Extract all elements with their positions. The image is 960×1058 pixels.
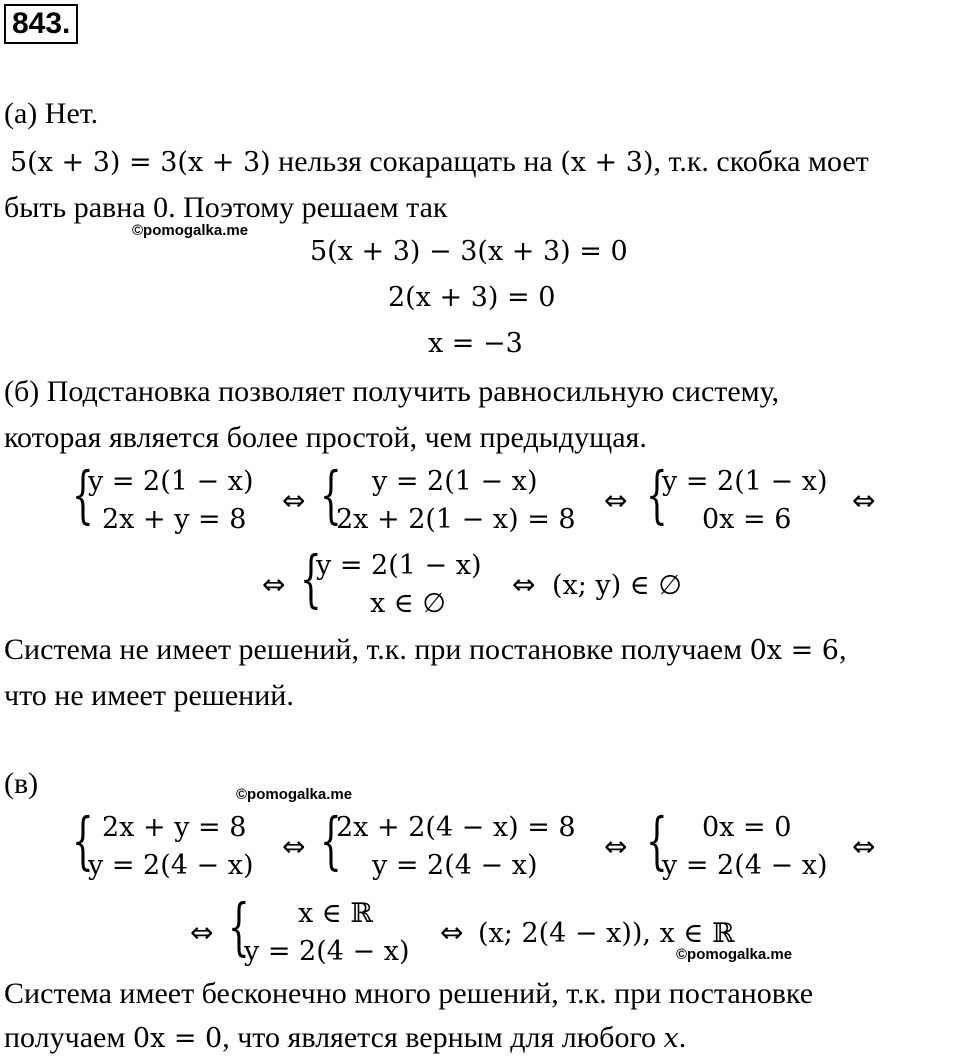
system-line: y = 2(4 − x) (244, 936, 410, 967)
part-a-eq2: 2(x + 3) = 0 (388, 282, 556, 313)
part-b-line2: которая является более простой, чем предыдущая. (4, 421, 647, 454)
iff-arrow-icon: ⇔ (282, 830, 306, 863)
system-line: y = 2(1 − x) (316, 550, 482, 581)
part-a-line1 (10, 144, 869, 180)
iff-arrow-icon: ⇔ (262, 568, 286, 601)
part-b-conclusion-1 (4, 632, 846, 668)
brace-icon: { (300, 542, 322, 615)
brace-icon: { (72, 458, 94, 531)
brace-icon: { (228, 890, 250, 963)
part-c-conclusion-2 (4, 1020, 686, 1056)
conclusion-equation: 0x = 0 (132, 1023, 223, 1054)
system-line: y = 2(4 − x) (88, 850, 254, 881)
conclusion-variable: x (663, 1023, 679, 1054)
problem-number: 843. (4, 4, 78, 44)
iff-arrow-icon: ⇔ (604, 484, 628, 517)
brace-icon: { (320, 804, 342, 877)
part-b-result: (x; y) ∈ ∅ (552, 570, 682, 601)
iff-arrow-icon: ⇔ (282, 484, 306, 517)
system-line: y = 2(4 − x) (372, 850, 538, 881)
system-line: y = 2(1 − x) (662, 466, 828, 497)
system-line: y = 2(1 − x) (372, 466, 538, 497)
system-line: x ∈ ∅ (370, 588, 446, 619)
iff-arrow-icon: ⇔ (852, 830, 876, 863)
part-a-line1-paren: (x + 3) (560, 147, 654, 178)
brace-icon: { (646, 804, 668, 877)
part-b-line1: (б) Подстановка позволяет получить равносильную систему, (4, 375, 780, 408)
system-line: 0x = 6 (702, 504, 792, 535)
watermark: ©pomogalka.me (676, 946, 793, 963)
system-line: y = 2(1 − x) (88, 466, 254, 497)
part-a-label: (а) Нет. (4, 97, 99, 130)
part-a-line1-text: нельзя сокаращать на (270, 145, 561, 178)
system-line: y = 2(4 − x) (662, 850, 828, 881)
watermark: ©pomogalka.me (132, 222, 249, 239)
conclusion-tail: . (678, 1021, 687, 1054)
brace-icon: { (320, 458, 342, 531)
conclusion-equation: 0x = 6 (749, 635, 839, 666)
part-a-line1-equation: 5(x + 3) = 3(x + 3) (10, 147, 271, 178)
conclusion-text: получаем (4, 1021, 133, 1054)
part-b-conclusion-2: что не имеет решений. (4, 679, 294, 712)
brace-icon: { (72, 804, 94, 877)
iff-arrow-icon: ⇔ (440, 916, 464, 949)
conclusion-text: Система не имеет решений, т.к. при постановке получаем (4, 633, 750, 666)
conclusion-tail: , (838, 633, 847, 666)
part-c-conclusion-1: Система имеет бесконечно много решений, т.к. при постановке (4, 977, 814, 1010)
part-c-result: (x; 2(4 − x)), x ∈ ℝ (478, 918, 735, 949)
system-line: 0x = 0 (702, 812, 792, 843)
watermark: ©pomogalka.me (236, 786, 353, 803)
iff-arrow-icon: ⇔ (512, 568, 536, 601)
system-line: 2x + y = 8 (102, 812, 247, 843)
system-line: 2x + 2(4 − x) = 8 (336, 812, 576, 843)
part-a-line1-tail: , т.к. скобка моет (653, 145, 869, 178)
part-a-line2: быть равна 0. Поэтому решаем так (4, 191, 448, 224)
conclusion-mid: , что является верным для любого (222, 1021, 664, 1054)
part-a-eq1: 5(x + 3) − 3(x + 3) = 0 (310, 236, 628, 267)
part-c-label: (в) (4, 767, 39, 800)
brace-icon: { (646, 458, 668, 531)
system-line: x ∈ ℝ (298, 898, 373, 929)
part-a-eq3: x = −3 (428, 328, 523, 359)
iff-arrow-icon: ⇔ (604, 830, 628, 863)
system-line: 2x + y = 8 (102, 504, 247, 535)
system-line: 2x + 2(1 − x) = 8 (336, 504, 576, 535)
iff-arrow-icon: ⇔ (190, 916, 214, 949)
iff-arrow-icon: ⇔ (852, 484, 876, 517)
